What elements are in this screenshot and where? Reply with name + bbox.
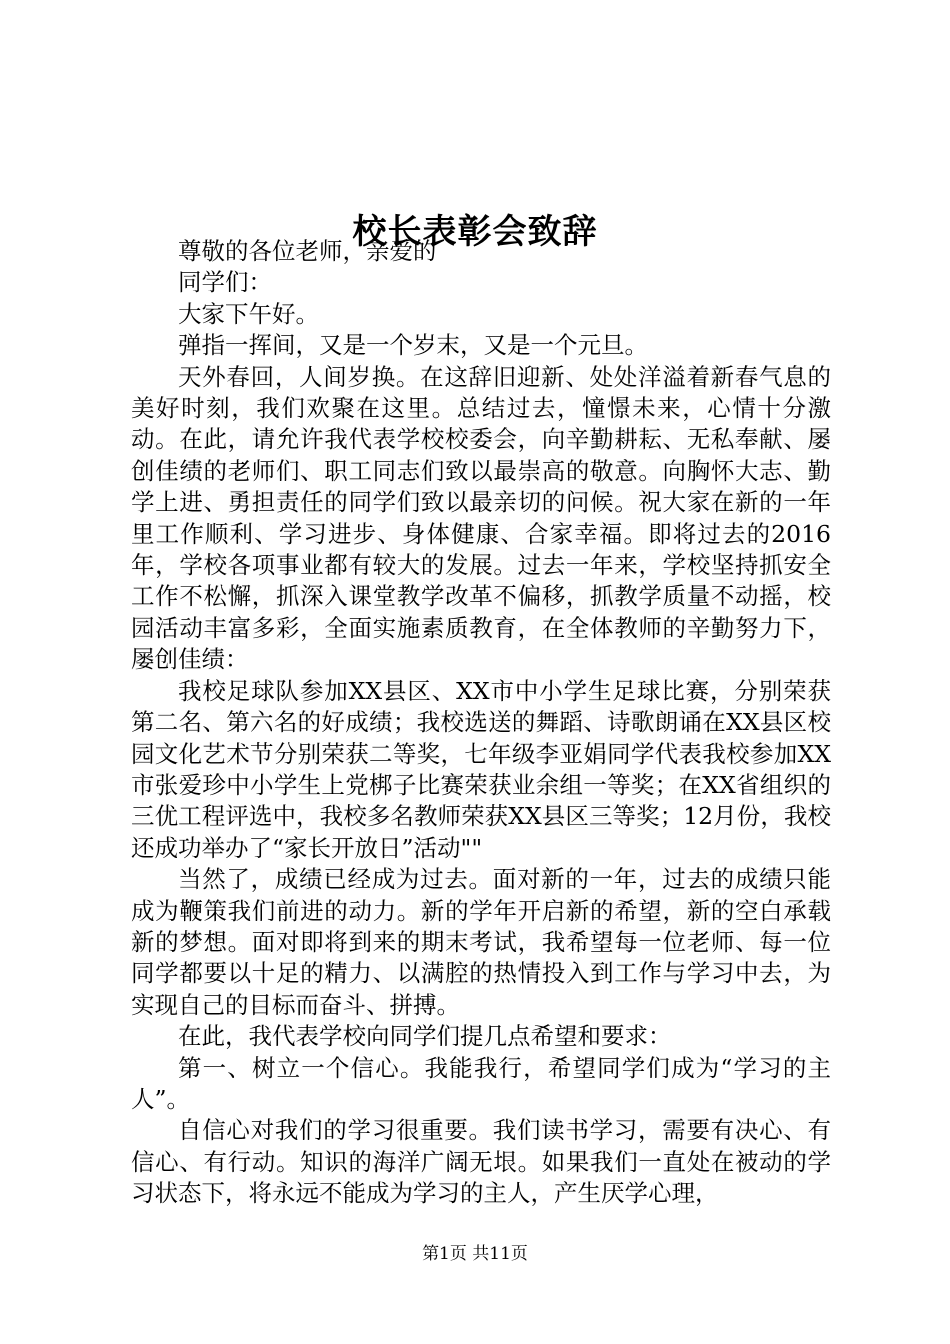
page-number-footer: 第1页 共11页 xyxy=(422,1244,528,1264)
paragraph: 弹指一挥间，又是一个岁末，又是一个元旦。 xyxy=(178,331,648,360)
paragraph: 自信心对我们的学习很重要。我们读书学习，需要有决心、有信心、有行动。知识的海洋广阔无垠。如果我们一直处在被动的学习状态下，将永远不能成为学习的主人，产生厌学心理， xyxy=(131,1116,831,1208)
paragraph: 第一、树立一个信心。我能我行，希望同学们成为“学习的主人”。 xyxy=(131,1053,831,1113)
document-body xyxy=(131,236,831,1210)
document-title: 校长表彰会致辞 xyxy=(352,211,598,252)
paragraph: 在此，我代表学校向同学们提几点希望和要求： xyxy=(178,1022,672,1051)
paragraph: 当然了，成绩已经成为过去。面对新的一年，过去的成绩只能成为鞭策我们前进的动力。新的学年开启新的希望，新的空白承载新的梦想。面对即将到来的期末考试，我希望每一位老师、每一位同学都要以十足的精力、以满腔的热情投入到工作与学习中去，为实现自己的目标而奋斗、拼搏。 xyxy=(131,865,831,1019)
salutation-line-1: 尊敬的各位老师，亲爱的 xyxy=(178,237,437,265)
greeting: 大家下午好。 xyxy=(178,299,319,328)
paragraph: 我校足球队参加XX县区、XX市中小学生足球比赛，分别荣获第二名、第六名的好成绩；我校选送的舞蹈、诗歌朗诵在XX县区校园文化艺术节分别荣获二等奖，七年级李亚娟同学代表我校参加XX市张爱珍中小学生上党梆子比赛荣获业余组一等奖；在XX省组织的三优工程评选中，我校多名教师荣获XX县区三等奖；12月份，我校还成功举办了“家长开放日”活动"" xyxy=(131,676,831,862)
paragraph: 天外春回，人间岁换。在这辞旧迎新、处处洋溢着新春气息的美好时刻，我们欢聚在这里。总结过去，憧憬未来，心情十分激动。在此，请允许我代表学校校委会，向辛勤耕耘、无私奉献、屡创佳绩的老师们、职工同志们致以最崇高的敬意。向胸怀大志、勤学上进、勇担责任的同学们致以最亲切的问候。祝大家在新的一年里工作顺利、学习进步、身体健康、合家幸福。即将过去的2016年，学校各项事业都有较大的发展。过去一年来，学校坚持抓安全工作不松懈，抓深入课堂教学改革不偏移，抓教学质量不动摇，校园活动丰富多彩，全面实施素质教育，在全体教师的辛勤努力下，屡创佳绩： xyxy=(131,362,831,674)
salutation-line-2: 同学们： xyxy=(178,268,272,297)
